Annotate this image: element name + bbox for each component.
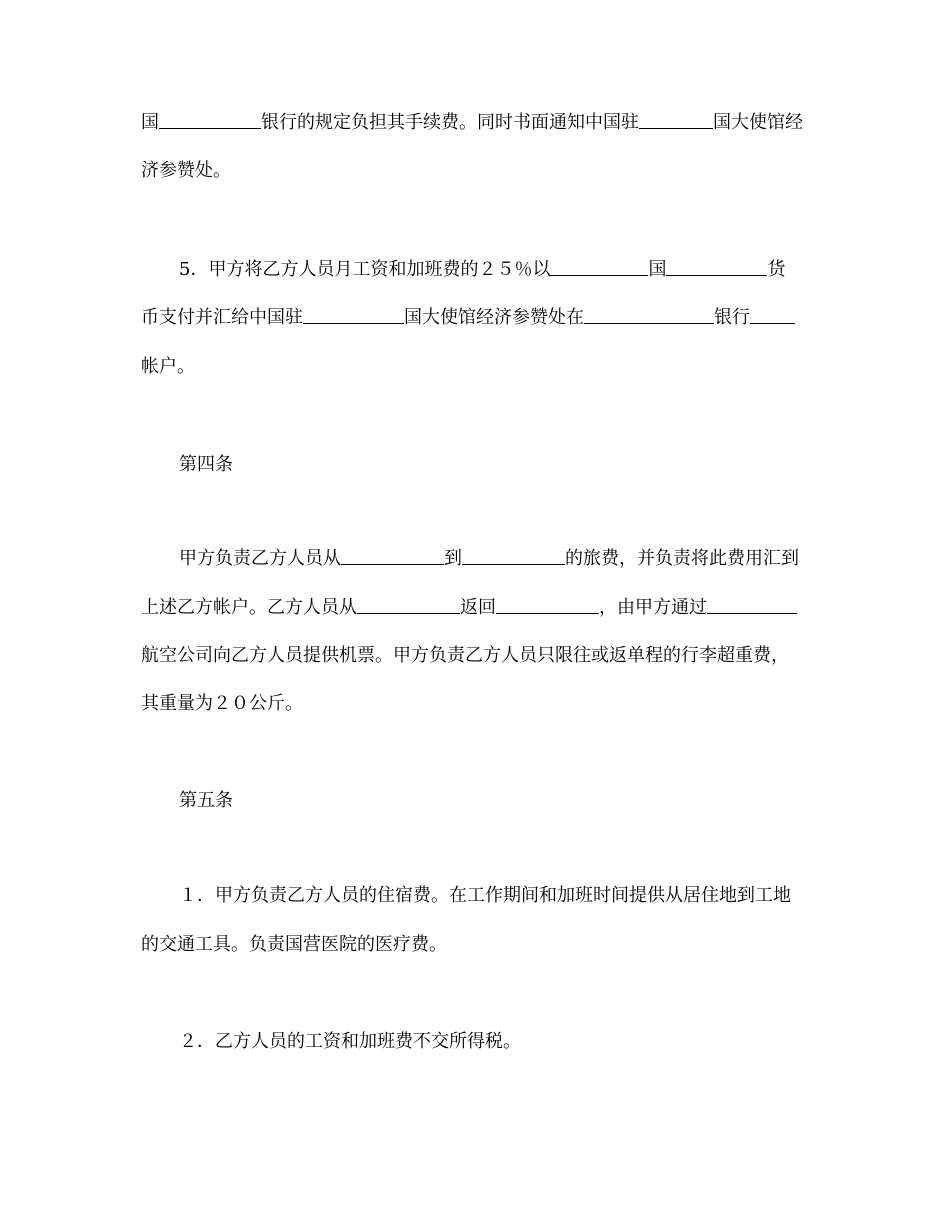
blank-field[interactable] [462,546,565,565]
text: ，由甲方通过 [599,597,707,618]
blank-field[interactable] [159,110,261,129]
text: 银行的规定负担其手续费。同时书面通知中国驻 [261,112,639,133]
blank-field[interactable] [750,305,795,324]
text: 币支付并汇给中国驻 [141,307,303,328]
text: 银行 [714,307,750,328]
p1-line-1 [141,110,803,136]
article-4-line-1 [179,546,799,572]
blank-field[interactable] [584,305,714,324]
article-4-line-4 [141,691,303,717]
text: 返回 [460,597,496,618]
text: 的交通工具。负责国营医院的医疗费。 [141,934,447,955]
p2-line-1 [179,257,785,283]
text: 帐户。 [141,356,195,377]
text: 甲方负责乙方人员从 [179,548,341,569]
text: 国大使馆经济参赞处在 [404,307,584,328]
blank-field[interactable] [666,257,767,276]
text: １．甲方负责乙方人员的住宿费。在工作期间和加班时间提供从居住地到工地 [179,885,791,906]
article-5-item-2 [179,1029,521,1055]
article-4-line-3 [141,643,789,669]
text: 航空公司向乙方人员提供机票。甲方负责乙方人员只限往或返单程的行李超重费， [141,645,789,666]
text: 济参赞处。 [141,160,231,181]
heading-text: 第四条 [179,454,233,475]
text: 其重量为２０公斤。 [141,693,303,714]
article-4-heading [179,452,233,478]
text: 货 [767,259,786,280]
blank-field[interactable] [357,595,460,614]
article-5-item-1-line-2 [141,932,447,958]
blank-field[interactable] [303,305,404,324]
p2-line-3 [141,354,195,380]
blank-field[interactable] [639,110,713,129]
text: 5．甲方将乙方人员月工资和加班费的２５％以 [179,259,551,280]
p1-line-2 [141,158,231,184]
text: 的旅费，并负责将此费用汇到 [565,548,799,569]
heading-text: 第五条 [179,790,233,811]
text: ２．乙方人员的工资和加班费不交所得税。 [179,1031,521,1052]
p2-line-2 [141,305,795,331]
blank-field[interactable] [496,595,599,614]
blank-field[interactable] [550,257,648,276]
text: 国 [141,112,159,133]
text: 国大使馆经 [713,112,803,133]
article-5-item-1-line-1 [179,883,791,909]
article-5-heading [179,788,233,814]
blank-field[interactable] [341,546,444,565]
text: 国 [648,259,667,280]
text: 到 [444,548,462,569]
blank-field[interactable] [707,595,797,614]
text: 上述乙方帐户。乙方人员从 [141,597,357,618]
article-4-line-2 [141,595,797,621]
